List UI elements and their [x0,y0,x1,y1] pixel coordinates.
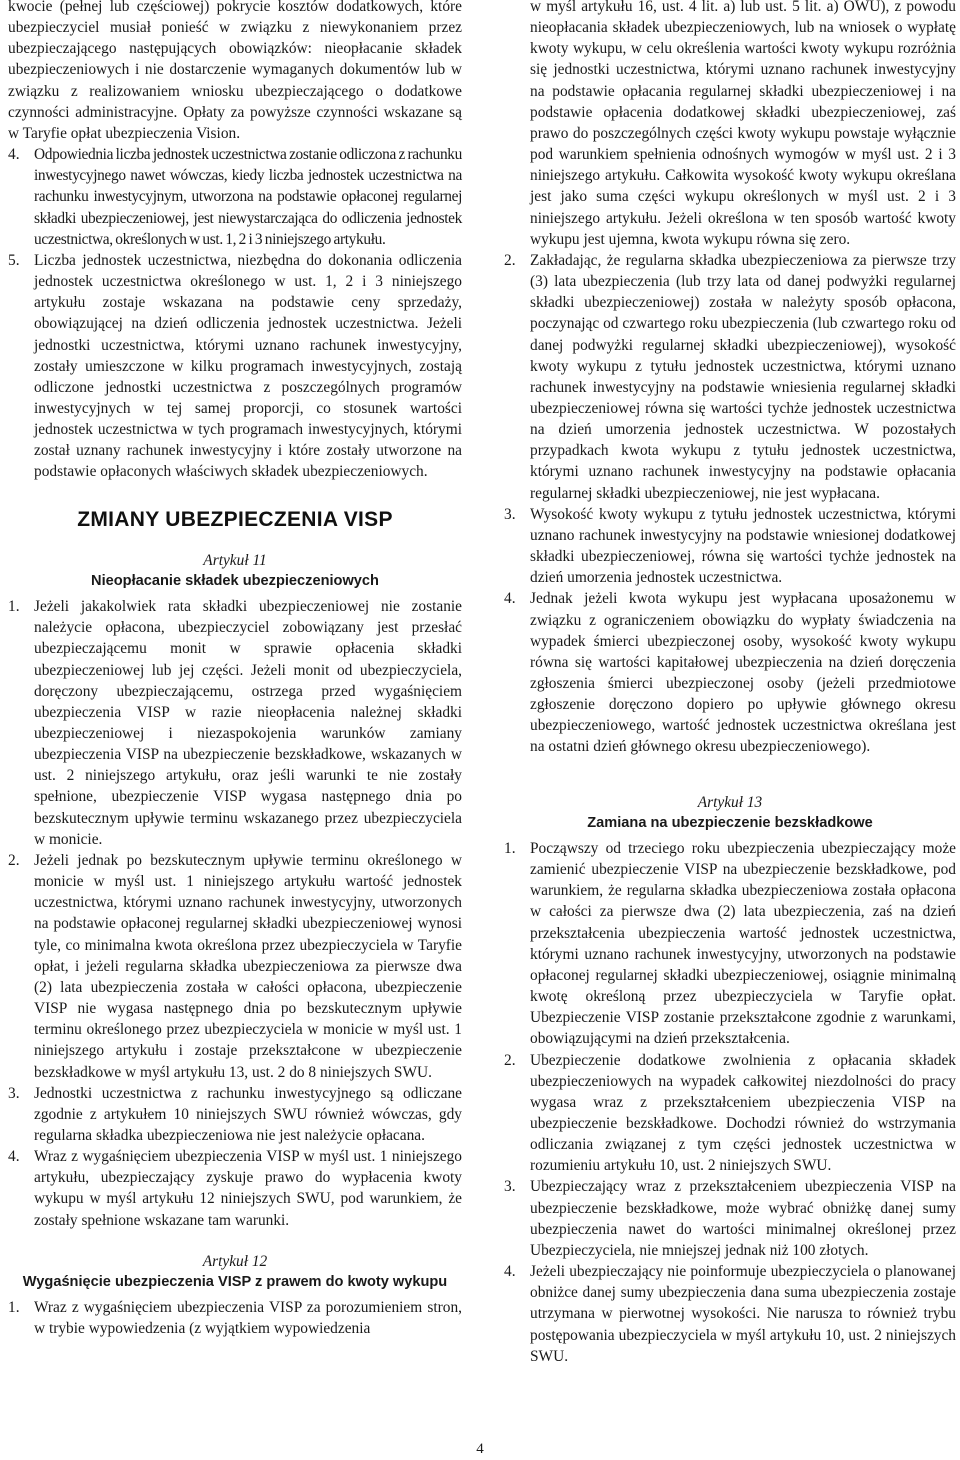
intro-paragraph: kwocie (pełnej lub częściowej) pokrycie kosztów dodatkowych, które ubezpieczyciel musiał ponieść w związku z niewykonaniem przez ubezpieczającego następujących obowiązków: nieopłacanie składek ubezpieczeniowych i nie dostarczenie wymaganych dokumentów lub w związku z realizowaniem wniosku ubezpieczającego o dodatkowe czynności administracyjne. Opłaty za powyższe czynności wskazane są w Taryfie opłat ubezpieczenia Vision. [8,0,462,142]
list-item [504,1261,956,1367]
left-column [8,0,462,1339]
item-number: 1. [504,839,516,857]
list-item [8,850,462,1083]
item-text: Wraz z wygaśnięciem ubezpieczenia VISP za porozumieniem stron, w trybie wypowiedzenia (z wyjątkiem wypowiedzenia [34,1299,462,1338]
item-number: 1. [8,1299,20,1317]
article-title: Wygaśnięcie ubezpieczenia VISP z prawem do kwoty wykupu [22,1273,448,1290]
item-text: Jeżeli ubezpieczający nie poinformuje ubezpieczyciela o planowanej obniżce danej sumy ubezpieczenia dana suma ubezpieczenia zostaje utrzymana w pierwotnej wysokości. Nie narusza to również trybu postępowania ubezpieczyciela w myśl artykułu 10, ust. 2 niniejszych SWU. [530,1263,956,1365]
item-number: 2. [504,251,516,269]
item-text: Jeżeli jednak po bezskutecznym upływie terminu określonego w monicie w myśl ust. 1 niniejszego artykułu wartość jednostek uczestnictwa, którymi uznano rachunek inwestycyjny, utworzonych na podstawie opłaconej regularnej składki ubezpieczeniowej wynosi tyle, co minimalna kwota określona przez ubezpieczyciela w Taryfie opłat, i jeżeli regularna składka ubezpieczeniowa za pierwsze dwa (2) lata ubezpieczenia została w całości opłacona, ubezpieczenie VISP nie wygasa następnego dnia po bezskutecznym upływie terminu określonego przez ubezpieczyciela w monicie w myśl ust. 1 niniejszego artykułu i zostaje przekształcone w ubezpieczenie bezskładkowe w myśl artykułu 13, ust. 2 do 8 niniejszych SWU. [34,851,462,1081]
item-text: Odpowiednia liczba jednostek uczestnictwa zostanie odliczona z rachunku inwestycyjnego nawet wówczas, kiedy liczba jednostek uczestnictwa na rachunku inwestycyjnym, utworzona na podstawie opłaconej regularnej składki ubezpieczeniowej, jest niewystarczająca do odliczenia jednostek uczestnictwa, określonych w ust. 1, 2 i 3 niniejszego artykułu. [34,146,462,248]
item-number: 2. [504,1051,516,1069]
item-text: Zakładając, że regularna składka ubezpieczeniowa za pierwsze trzy (3) lata ubezpieczenia (lub trzy lata od danej podwyżki regularnej składki ubezpieczeniowej) została w należyty sposób opłacona, poczynając od czwartego roku ubezpieczenia (lub czwartego roku od danej podwyżki regularnej składki ubezpieczeniowej), wysokość kwoty wykupu z tytułu jednostek uczestnictwa, którymi uznano rachunek inwestycyjny na podstawie wniesienia regularnej składki ubezpieczeniowej równa się wartości tychże jednostek uczestnictwa na dzień umorzenia jednostek uczestnictwa. W pozostałych przypadkach kwota wykupu z tytułu jednostek uczestnictwa, którymi uznano rachunek inwestycyjny na podstawie opłacania regularnej składki ubezpieczeniowej, nie jest wypłacana. [530,251,956,502]
article-label: Artykuł 11 [203,551,267,569]
item-text: Wraz z wygaśnięciem ubezpieczenia VISP w myśl ust. 1 niniejszego artykułu, ubezpieczający zyskuje prawo do wypłacenia kwoty wykupu w myśl artykułu 12 niniejszych SWU, pod warunkiem, że zostały spełnione wskazane tam warunki. [34,1148,462,1229]
page-number: 4 [476,1441,484,1457]
item-text: Jednak jeżeli kwota wykupu jest wypłacana uposażonemu w związku z ograniczeniem obowiązku do wypłaty świadczenia na wypadek śmierci ubezpieczonej osoby, wysokość kwoty wykupu równa się wartości kapitałowej ubezpieczenia na dzień doręczenia zgłoszenia śmierci ubezpieczonej osoby (jeżeli przedmiotowe zgłoszenie doręczono dopiero po upływie głównego okresu ubezpieczeniowego, wartość jednostek uczestnictwa określana jest na ostatni dzień głównego okresu ubezpieczeniowego). [530,590,956,756]
item-text: Wysokość kwoty wykupu z tytułu jednostek uczestnictwa, którymi uznano rachunek inwestycyjny na podstawie wniesionej dodatkowej składki ubezpieczeniowej, równa się wartości tychże jednostek na dzień umorzenia jednostek uczestnictwa. [530,505,956,587]
article-title: Nieopłacanie składek ubezpieczeniowych [91,572,379,589]
item-number: 3. [8,1084,20,1102]
item-number: 1. [8,598,20,616]
item-text: Jednostki uczestnictwa z rachunku inwestycyjnego są odliczane zgodnie z artykułem 10 niniejszych SWU również wówczas, gdy regularna składka ubezpieczeniowa nie jest należycie opłacana. [34,1084,462,1144]
list-item [504,838,956,1050]
article-label: Artykuł 12 [202,1252,268,1270]
item-number: 4. [504,1263,516,1281]
list-item [8,144,462,250]
item-number: 5. [8,251,20,269]
item-text: Począwszy od trzeciego roku ubezpieczenia ubezpieczający może zamienić ubezpieczenie VISP na ubezpieczenie bezskładkowe, pod warunkiem, że regularna składka ubezpieczeniowa została opłacona w całości za pierwsze dwa (2) lata ubezpieczenia, zaś na dzień przekształcenia ubezpieczenia wartość jednostek uczestnictwa, którymi uznano rachunek inwestycyjny, utworzonych na podstawie opłaconej regularnej składki ubezpieczeniowej, osiągnie minimalną kwotę określoną przez ubezpieczyciela w Taryfie opłat. Ubezpieczenie VISP zostanie przekształcone zgodnie z warunkami, obowiązującymi na dzień przekształcenia. [530,839,956,1048]
right-column [504,0,956,1367]
list-item [504,250,956,504]
item-number: 3. [504,1178,516,1196]
item-number: 4. [8,146,20,164]
item-text: Jeżeli jakakolwiek rata składki ubezpieczeniowej nie zostanie należycie opłacona, ubezpieczyciel zobowiązany jest przesłać ubezpieczającemu monit w sprawie opłacenia składki ubezpieczeniowej lub jej części. Jeżeli monit od ubezpieczyciela, doręczony ubezpieczającemu, ostrzega przed wygaśnięciem ubezpieczenia VISP w razie nieopłacenia należnej składki ubezpieczeniowej i niezaspokojenia warunków zamiany ubezpieczenia VISP na ubezpieczenie bezskładkowe, wskazanych w ust. 2 niniejszego artykułu, oraz jeśli warunki te nie zostały spełnione, ubezpieczenie VISP wygasa następnego dnia po bezskutecznym upływie terminu wskazanego przez ubezpieczyciela w monicie. [34,598,462,848]
list-item [8,1083,462,1146]
list-item [504,588,956,757]
item-number: 2. [8,851,20,869]
list-item [8,1146,462,1231]
item-text: Liczba jednostek uczestnictwa, niezbędna do dokonania odliczenia jednostek uczestnictwa określonego w ust. 1, 2 i 3 niniejszego artykułu zostaje wskazana na podstawie ceny sprzedaży, obowiązującej na dzień odliczenia jednostek uczestnictwa. Jeżeli jednostki uczestnictwa, którymi uznano rachunek inwestycyjny, zostały umieszczone w kilku programach inwestycyjnych, zostają odliczone jednostki uczestnictwa z poszczególnych programów inwestycyjnych w tej samej proporcji, co stosunek wartości jednostek uczestnictwa w tych programach inwestycyjnych, którymi został uznany rachunek inwestycyjny i które zostały utworzone na podstawie opłaconych właściwych składek ubezpieczeniowych. [34,251,462,481]
list-item [504,504,956,589]
list-item [8,250,462,483]
list-item [8,1297,462,1339]
item-number: 3. [504,505,516,523]
article-label: Artykuł 13 [697,793,763,811]
list-item [8,596,462,850]
list-item [504,1050,956,1177]
article-title: Zamiana na ubezpieczenie bezskładkowe [587,814,873,831]
item-number: 4. [8,1148,20,1166]
item-text: Ubezpieczający wraz z przekształceniem ubezpieczenia VISP na ubezpieczenie bezskładkowe, może wybrać obniżkę danej sumy ubezpieczenia nawet do wartości minimalnej określonej przez Ubezpieczyciela, nie mniejszej jednak niż 100 złotych. [530,1178,956,1259]
section-title: ZMIANY UBEZPIECZENIA VISP [77,507,393,531]
continued-paragraph: w myśl artykułu 16, ust. 4 lit. a) lub ust. 5 lit. a) OWU), z powodu nieopłacania składek ubezpieczeniowych, lub na wniosek o wypłatę kwoty wykupu, w celu określenia wartości kwoty wykupu rozróżnia się jednostki uczestnictwa, którymi uznano rachunek inwestycyjny na podstawie opłacania regularnej składki ubezpieczeniowej i na podstawie opłacenia dodatkowej składki ubezpieczeniowej, zaś prawo do poszczególnych części kwoty wykupu powstaje wyłącznie pod warunkiem spełnienia odnośnych wymogów w myśl ust. 2 i 3 niniejszego artykułu. Całkowita wysokość kwoty wykupu określana jest jako suma części wykupu określonych w myśl ust. 2 i 3 niniejszego artykułu. Jeżeli określona w ten sposób wartość kwoty wykupu jest ujemna, kwota wykupu równa się zero. [530,0,956,248]
item-number: 4. [504,590,516,608]
item-text: Ubezpieczenie dodatkowe zwolnienia z opłacania składek ubezpieczeniowych na wypadek całkowitej niezdolności do pracy wygasa wraz z przekształceniem ubezpieczenia VISP na ubezpieczenie bezskładkowe. Dochodzi również do wstrzymania odliczania związanej z tym części jednostek uczestnictwa w rozumieniu artykułu 10, ust. 2 niniejszych SWU. [530,1051,956,1175]
list-item [504,1176,956,1261]
